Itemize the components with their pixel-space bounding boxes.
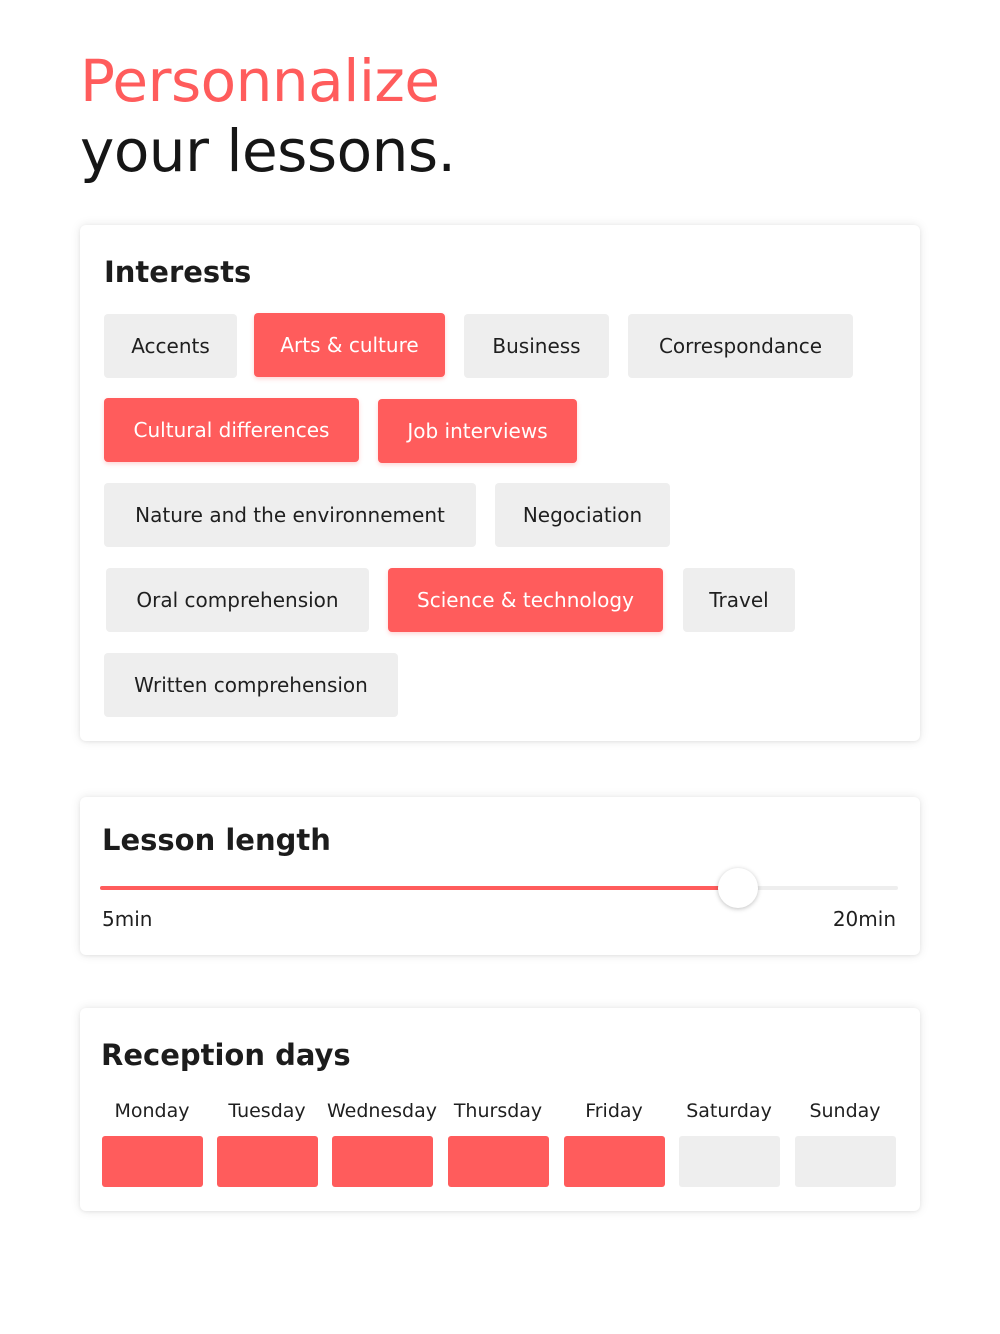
day-toggle-sunday[interactable] xyxy=(795,1136,896,1187)
day-friday xyxy=(564,1100,665,1122)
interest-chip-nature-environment[interactable]: Nature and the environnement xyxy=(104,483,476,547)
interests-card xyxy=(80,225,920,741)
day-label-thursday: Thursday xyxy=(453,1100,543,1122)
headline-accent: Personnalize xyxy=(80,47,440,115)
day-label-monday: Monday xyxy=(114,1100,190,1122)
day-wednesday xyxy=(326,1100,437,1122)
interest-chip-science-technology[interactable]: Science & technology xyxy=(388,568,663,632)
interest-chip-business[interactable]: Business xyxy=(464,314,609,378)
interest-chip-cultural-differences[interactable]: Cultural differences xyxy=(104,398,359,462)
interest-chip-job-interviews[interactable]: Job interviews xyxy=(378,399,577,463)
lesson-length-card xyxy=(80,797,920,955)
day-toggle-monday[interactable] xyxy=(102,1136,203,1187)
lesson-length-title: Lesson length xyxy=(102,823,331,857)
reception-days-card xyxy=(80,1008,920,1211)
interest-chip-written-comprehension[interactable]: Written comprehension xyxy=(104,653,398,717)
interests-title: Interests xyxy=(104,255,252,289)
lesson-length-slider-thumb[interactable] xyxy=(718,868,758,908)
day-sunday xyxy=(795,1100,896,1122)
day-thursday xyxy=(448,1100,549,1122)
day-label-tuesday: Tuesday xyxy=(228,1100,306,1122)
day-tuesday xyxy=(217,1100,318,1122)
lesson-length-max-label: 20min xyxy=(832,907,896,931)
day-toggle-friday[interactable] xyxy=(564,1136,665,1187)
interest-chip-travel[interactable]: Travel xyxy=(683,568,795,632)
interest-chip-negociation[interactable]: Negociation xyxy=(495,483,670,547)
interest-chip-accents[interactable]: Accents xyxy=(104,314,237,378)
day-label-friday: Friday xyxy=(585,1100,643,1122)
day-label-saturday: Saturday xyxy=(686,1100,772,1122)
interest-chip-arts-culture[interactable]: Arts & culture xyxy=(254,313,445,377)
day-toggle-thursday[interactable] xyxy=(448,1136,549,1187)
interest-chip-correspondance[interactable]: Correspondance xyxy=(628,314,853,378)
lesson-length-slider-track[interactable] xyxy=(100,886,898,890)
page-headline xyxy=(80,46,940,186)
day-saturday xyxy=(679,1100,780,1122)
day-monday xyxy=(102,1100,203,1122)
day-label-sunday: Sunday xyxy=(809,1100,881,1122)
lesson-length-min-label: 5min xyxy=(102,907,153,931)
lesson-length-slider-fill xyxy=(100,886,738,890)
headline-subtitle: your lessons. xyxy=(80,117,456,185)
day-toggle-tuesday[interactable] xyxy=(217,1136,318,1187)
day-label-wednesday: Wednesday xyxy=(326,1100,437,1122)
interest-chip-oral-comprehension[interactable]: Oral comprehension xyxy=(106,568,369,632)
day-toggle-saturday[interactable] xyxy=(679,1136,780,1187)
reception-days-title: Reception days xyxy=(101,1038,351,1072)
day-toggle-wednesday[interactable] xyxy=(332,1136,433,1187)
